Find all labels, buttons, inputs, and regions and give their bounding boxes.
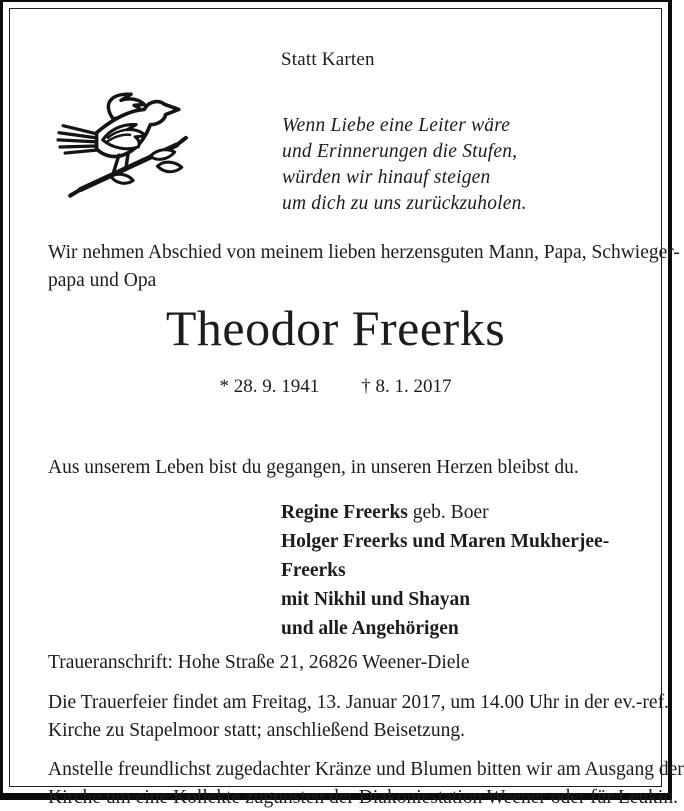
- maiden-name-note: geb. Boer: [412, 502, 489, 523]
- farewell-intro-text: [48, 239, 680, 294]
- donation-request-info: [48, 756, 684, 811]
- life-dates: [48, 376, 623, 398]
- poem-line: Wenn Liebe eine Leiter wäre: [282, 115, 511, 136]
- illustration-and-poem-row: [48, 91, 623, 223]
- mourner-name: Regine Freerks: [281, 502, 408, 523]
- mourner-line: Holger Freerks und Maren Mukherjee-Freerks: [281, 531, 610, 581]
- statt-karten-note: Statt Karten: [281, 49, 375, 70]
- mourner-line: [281, 498, 623, 527]
- intro-line: papa und Opa: [48, 269, 157, 291]
- farewell-line: Aus unserem Leben bist du gegangen, in unseren Herzen bleibst du.: [48, 457, 579, 478]
- death-date: † 8. 1. 2017: [361, 376, 452, 397]
- mourner-line: und alle Angehörigen: [281, 618, 459, 639]
- poem-line: um dich zu uns zurückzuholen.: [282, 193, 527, 214]
- notice-inner-frame: [9, 8, 684, 808]
- deceased-name: Theodor Freerks: [165, 300, 506, 356]
- service-line: Kirche zu Stapelmoor statt; anschließend Beisetzung.: [48, 719, 465, 741]
- intro-line: Wir nehmen Abschied von meinem lieben herzensguten Mann, Papa, Schwieger-: [48, 242, 680, 263]
- service-line: Die Trauerfeier findet am Freitag, 13. Januar 2017, um 14.00 Uhr in der ev.-ref.: [48, 692, 669, 713]
- donation-line: Kirche um eine Kollekte zugunsten der Diakoniestation Weener oder für Leukin.: [48, 786, 678, 808]
- poem-line: würden wir hinauf steigen: [282, 167, 491, 188]
- poem-line: und Erinnerungen die Stufen,: [282, 141, 518, 162]
- condolence-address: Traueranschrift: Hohe Straße 21, 26826 Weener-Diele: [48, 652, 470, 673]
- mourners-list: [281, 498, 623, 643]
- funeral-service-info: [48, 689, 669, 744]
- dove-on-olive-branch-icon: [54, 91, 196, 205]
- mourner-line: mit Nikhil und Shayan: [281, 589, 471, 610]
- birth-date: * 28. 9. 1941: [219, 376, 320, 397]
- memorial-poem: [282, 113, 527, 217]
- donation-line: Anstelle freundlichst zugedachter Kränze und Blumen bitten wir am Ausgang der: [48, 759, 684, 780]
